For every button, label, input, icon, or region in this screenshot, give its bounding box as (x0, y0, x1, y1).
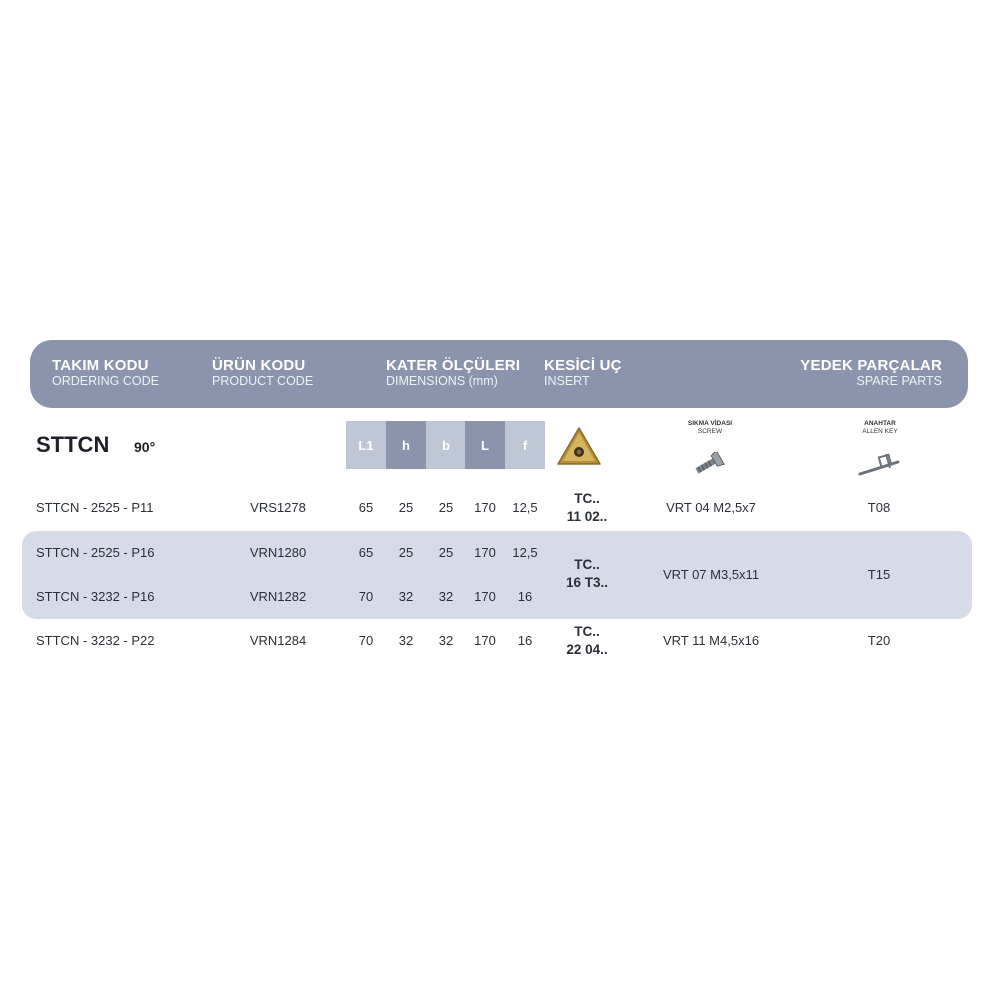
dim-h-cell: 32 (398, 589, 414, 604)
dim-b-cell: 25 (438, 545, 454, 560)
allen-key-label: ANAHTAR ALLEN KEY (862, 420, 898, 435)
insert-code-cell: TC.. 16 T3.. (565, 557, 609, 590)
dim-b-cell: 25 (438, 500, 454, 515)
screw-code-cell: VRT 11 M4,5x16 (662, 633, 760, 648)
table-header-bar (30, 340, 968, 408)
model-angle: 90° (134, 439, 156, 455)
dim-f-cell: 12,5 (512, 500, 538, 515)
key-code-cell: T20 (867, 633, 891, 648)
screw-icon (692, 452, 726, 476)
key-code-cell: T08 (867, 500, 891, 515)
ordering-code-cell: STTCN - 3232 - P22 (36, 633, 155, 648)
product-code-cell: VRN1280 (249, 545, 307, 560)
screw-code-cell: VRT 04 M2,5x7 (666, 500, 756, 515)
ordering-code-cell: STTCN - 2525 - P16 (36, 545, 155, 560)
header-insert: KESİCİ UÇ INSERT (544, 357, 622, 388)
dim-l1-cell: 65 (358, 545, 374, 560)
dim-l1-cell: 65 (358, 500, 374, 515)
dim-header-f: f (505, 421, 545, 469)
product-code-cell: VRN1284 (249, 633, 307, 648)
dim-header-b: b (426, 421, 466, 469)
header-dimensions: KATER ÖLÇÜLERI DIMENSIONS (mm) (386, 357, 521, 388)
dim-l1-cell: 70 (358, 589, 374, 604)
dim-header-h: h (386, 421, 426, 469)
dim-l-cell: 170 (474, 545, 496, 560)
dim-l-cell: 170 (474, 589, 496, 604)
allen-key-icon (856, 452, 904, 478)
dim-h-cell: 25 (398, 500, 414, 515)
dim-l1-cell: 70 (358, 633, 374, 648)
dim-l-cell: 170 (474, 500, 496, 515)
product-code-cell: VRN1282 (249, 589, 307, 604)
dim-header-l: L (465, 421, 505, 469)
header-spare-parts: YEDEK PARÇALAR SPARE PARTS (800, 357, 942, 388)
insert-code-cell: TC.. 22 04.. (566, 624, 608, 657)
model-name: STTCN (36, 432, 110, 457)
ordering-code-cell: STTCN - 3232 - P16 (36, 589, 155, 604)
insert-code-cell: TC.. 11 02.. (566, 491, 608, 524)
dim-b-cell: 32 (438, 589, 454, 604)
screw-label: SIKMA VİDASI SCREW (687, 420, 733, 435)
dim-h-cell: 32 (398, 633, 414, 648)
dim-f-cell: 16 (517, 589, 533, 604)
dim-f-cell: 12,5 (512, 545, 538, 560)
product-code-cell: VRS1278 (250, 500, 306, 515)
header-product-code: ÜRÜN KODU PRODUCT CODE (212, 357, 314, 388)
dim-h-cell: 25 (398, 545, 414, 560)
triangle-insert-icon (556, 426, 602, 468)
ordering-code-cell: STTCN - 2525 - P11 (36, 500, 154, 515)
screw-code-cell: VRT 07 M3,5x11 (662, 567, 760, 582)
dim-header-l1: L1 (346, 421, 386, 469)
dim-f-cell: 16 (517, 633, 533, 648)
header-ordering-code: TAKIM KODU ORDERING CODE (52, 357, 159, 388)
dim-b-cell: 32 (438, 633, 454, 648)
key-code-cell: T15 (867, 567, 891, 582)
dim-l-cell: 170 (474, 633, 496, 648)
